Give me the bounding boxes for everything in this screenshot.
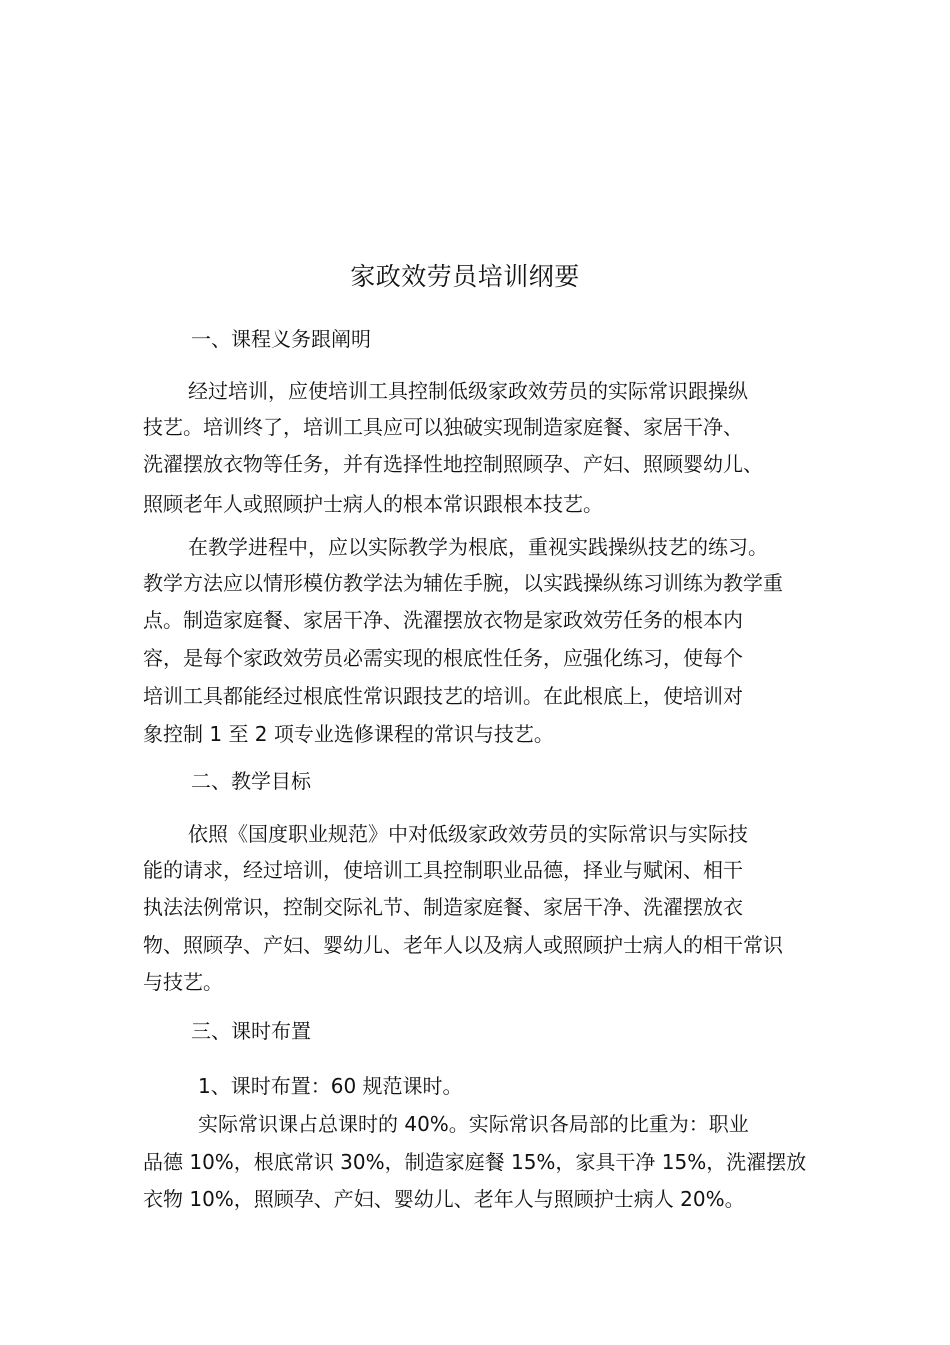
- section-3-para-1-line-2: 品德 10%，根底常识 30%，制造家庭餐 15%，家具干净 15%，洗濯摆放: [143, 1150, 807, 1174]
- section-3-item-1: 1、课时布置：60 规范课时。: [198, 1074, 463, 1098]
- section-1-para-2-line-4: 容，是每个家政效劳员必需实现的根底性任务，应强化练习，使每个: [143, 646, 743, 670]
- document-title: 家政效劳员培训纲要: [350, 262, 580, 291]
- section-2-heading: 二、教学目标: [191, 769, 311, 793]
- section-2-para-1-line-2: 能的请求，经过培训，使培训工具控制职业品德，择业与赋闲、相干: [143, 858, 743, 882]
- section-2-para-1-line-3: 执法法例常识，控制交际礼节、制造家庭餐、家居干净、洗濯摆放衣: [143, 895, 743, 919]
- section-1-para-2-line-1: 在教学进程中，应以实际教学为根底，重视实践操纵技艺的练习。: [188, 535, 768, 559]
- section-2-para-1-line-4: 物、照顾孕、产妇、婴幼儿、老年人以及病人或照顾护士病人的相干常识: [143, 933, 783, 957]
- section-1-heading: 一、课程义务跟阐明: [191, 327, 371, 351]
- section-3-para-1-line-3: 衣物 10%，照顾孕、产妇、婴幼儿、老年人与照顾护士病人 20%。: [143, 1187, 745, 1211]
- section-1-para-2-line-5: 培训工具都能经过根底性常识跟技艺的培训。在此根底上，使培训对: [143, 684, 743, 708]
- section-1-para-1-line-4: 照顾老年人或照顾护士病人的根本常识跟根本技艺。: [143, 492, 603, 516]
- section-1-para-2-line-6: 象控制 1 至 2 项专业选修课程的常识与技艺。: [143, 722, 554, 746]
- section-1-para-1-line-2: 技艺。培训终了，培训工具应可以独破实现制造家庭餐、家居干净、: [143, 415, 743, 439]
- section-1-para-2-line-3: 点。制造家庭餐、家居干净、洗濯摆放衣物是家政效劳任务的根本内: [143, 608, 743, 632]
- section-1-para-1-line-3: 洗濯摆放衣物等任务，并有选择性地控制照顾孕、产妇、照顾婴幼儿、: [143, 452, 763, 476]
- section-1-para-1-line-1: 经过培训，应使培训工具控制低级家政效劳员的实际常识跟操纵: [188, 379, 748, 403]
- section-1-para-2-line-2: 教学方法应以情形模仿教学法为辅佐手腕，以实践操纵练习训练为教学重: [143, 571, 783, 595]
- section-3-para-1-line-1: 实际常识课占总课时的 40%。实际常识各局部的比重为：职业: [198, 1112, 749, 1136]
- section-2-para-1-line-1: 依照《国度职业规范》中对低级家政效劳员的实际常识与实际技: [188, 822, 748, 846]
- section-3-heading: 三、课时布置: [191, 1019, 311, 1043]
- section-2-para-1-line-5: 与技艺。: [143, 970, 223, 994]
